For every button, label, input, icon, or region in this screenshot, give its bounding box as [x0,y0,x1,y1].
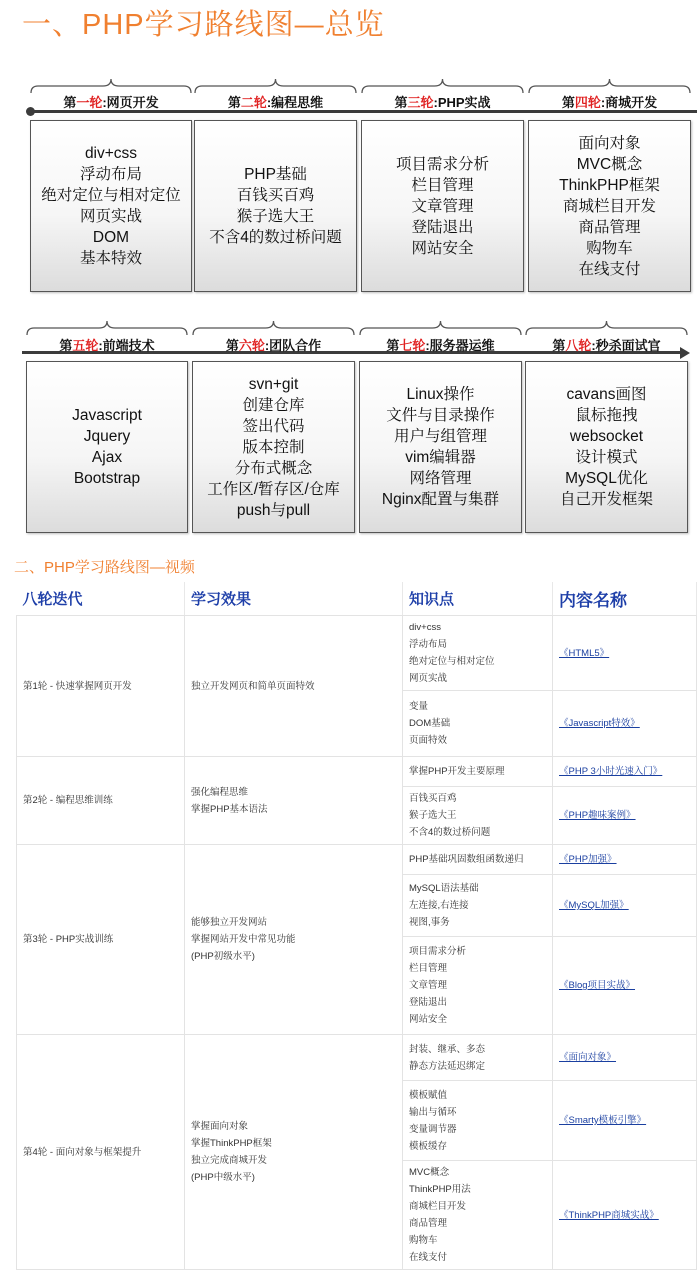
round-label-title: :前端技术 [98,338,155,353]
knowledge-point: PHP基础巩固数组函数递归 [409,854,524,865]
knowledge-point: 变量 [409,701,429,712]
round-card-item: 签出代码 [242,417,305,435]
learning-effect-cell [185,845,403,1035]
round-brace [359,320,522,336]
round-card [192,361,355,533]
content-link[interactable]: 《Blog项目实战》 [559,980,636,991]
round-label-number: 六轮 [238,338,265,353]
knowledge-point: div+css [409,622,441,633]
knowledge-points-cell [403,691,553,757]
knowledge-point: 栏目管理 [409,963,448,974]
round-card-item: 网页实战 [79,208,142,225]
round-card [528,120,691,292]
round-label-title: :编程思维 [266,95,324,110]
header-rounds: 八轮迭代 [17,582,185,616]
knowledge-points-cell [403,875,553,937]
round-card-item: 分布式概念 [234,459,313,477]
learning-effect-line: 掌握网站开发中常见功能 [191,934,296,945]
round-card-item: Nginx配置与集群 [381,491,500,508]
content-name-cell [553,875,697,937]
round-card-item: PHP基础 [244,166,307,183]
round-label-prefix: 第 [386,338,400,353]
learning-effect-line: 掌握ThinkPHP框架 [191,1138,272,1149]
knowledge-point: 视图,事务 [409,917,450,928]
table-row [17,757,697,787]
knowledge-point: ThinkPHP用法 [409,1184,471,1195]
knowledge-point: DOM基础 [409,718,451,729]
knowledge-point: MVC概念 [409,1167,450,1178]
round-label-number: 三轮 [407,95,434,110]
round-card-item: cavans画图 [566,386,647,403]
knowledge-points-cell [403,616,553,691]
knowledge-point: 静态方法延迟绑定 [409,1060,486,1072]
knowledge-points-cell [403,757,553,787]
round-card-item: ThinkPHP框架 [559,176,660,194]
knowledge-point: 封装、继承、多态 [409,1043,486,1055]
header-content-name: 内容名称 [553,582,697,616]
knowledge-point: 左连接,右连接 [409,900,469,911]
round-card-item: 文件与目录操作 [386,407,495,424]
round-card-item: 登陆退出 [411,218,474,236]
knowledge-point: 项目需求分析 [409,946,467,957]
round-label-title: :秒杀面试官 [591,338,661,353]
round-card-item: 浮动布局 [79,166,142,183]
learning-effect-line: 能够独立开发网站 [191,917,268,928]
round-card-item: 不含4的数过桥问题 [209,229,342,246]
round-label-title: :网页开发 [102,95,159,110]
round-card-item: 面向对象 [578,134,641,152]
round-label-number: 二轮 [240,95,267,110]
knowledge-point: 模板缓存 [409,1140,448,1152]
knowledge-point: 模板赋值 [409,1089,448,1101]
round-label-prefix: 第 [552,338,566,353]
round-label [194,92,357,111]
content-name-cell [553,1081,697,1161]
content-link[interactable]: 《面向对象》 [559,1052,617,1063]
knowledge-point: 商城栏目开发 [409,1201,467,1212]
content-name-cell [553,1035,697,1081]
round-card [361,120,524,292]
round-label-title: :团队合作 [264,338,322,353]
round-label-title: :商城开发 [600,95,658,110]
round-card-item: 在线支付 [578,260,641,278]
content-link[interactable]: 《PHP 3小时光速入门》 [559,766,663,777]
round-label [192,335,355,354]
round-card-item: 版本控制 [242,438,305,456]
round-label [361,92,524,111]
knowledge-points-cell [403,1081,553,1161]
content-name-cell [553,1161,697,1270]
knowledge-points-cell [403,787,553,845]
round-card [359,361,522,533]
knowledge-point: 不含4的数过桥问题 [409,827,491,838]
knowledge-point: 百钱买百鸡 [409,793,457,804]
round-card-item: 购物车 [586,239,633,257]
round-card [30,120,192,292]
round-name-cell: 第4轮 - 面向对象与框架提升 [17,1035,185,1270]
header-knowledge: 知识点 [403,582,553,616]
content-name-cell [553,845,697,875]
round-card [26,361,188,533]
round-label-number: 五轮 [72,338,99,353]
page-title: 一、PHP学习路线图—总览 [22,9,385,41]
round-card-item: 自己开发框架 [559,491,653,508]
round-card-item: vim编辑器 [405,449,476,466]
round-label [525,335,688,354]
round-card-item: 创建仓库 [242,396,305,414]
content-link[interactable]: 《PHP趣味案例》 [559,810,636,821]
round-label-title: :PHP实战 [433,95,491,110]
content-name-cell [553,937,697,1035]
round-label-prefix: 第 [63,95,77,110]
round-card-item: Javascript [72,407,142,424]
table-row [17,845,697,875]
knowledge-point: 商品管理 [409,1218,448,1229]
round-label [26,335,188,354]
knowledge-point: 文章管理 [409,980,448,991]
round-card-item: 商城栏目开发 [562,197,656,215]
learning-effect-cell [185,1035,403,1270]
round-card-item: 基本特效 [79,250,142,267]
round-label-number: 一轮 [76,95,103,110]
header-effect: 学习效果 [185,582,403,616]
knowledge-point: 绝对定位与相对定位 [409,656,495,667]
content-name-cell [553,787,697,845]
round-card-item: 鼠标拖拽 [575,407,638,424]
learning-effect-line: 独立开发网页和简单页面特效 [191,680,315,692]
video-table [16,582,697,1270]
round-label-number: 四轮 [574,95,601,110]
round-card-item: 猴子选大王 [236,208,315,225]
round-label-prefix: 第 [561,95,575,110]
content-name-cell [553,691,697,757]
knowledge-points-cell [403,1035,553,1081]
learning-effect-line: 掌握面向对象 [191,1121,249,1132]
round-card-item: websocket [569,428,644,445]
knowledge-point: 网页实战 [409,673,448,684]
round-card-item: 项目需求分析 [395,155,489,173]
round-card [525,361,688,533]
round-label-number: 七轮 [399,338,426,353]
knowledge-point: MySQL语法基础 [409,883,479,894]
learning-effect-cell [185,757,403,845]
round-label-number: 八轮 [565,338,592,353]
round-card-item: 设计模式 [575,449,638,466]
knowledge-point: 购物车 [409,1235,438,1246]
knowledge-point: 浮动布局 [409,639,448,650]
content-link[interactable]: 《PHP加强》 [559,854,617,865]
content-link[interactable]: 《ThinkPHP商城实战》 [559,1209,659,1221]
round-card-item: MySQL优化 [565,470,648,487]
round-card-item: 工作区/暂存区/仓库 [207,480,340,498]
table-header-row [17,582,697,616]
round-card-item: Ajax [91,449,123,466]
round-card-item: 百钱买百鸡 [236,187,315,204]
round-card-item: 网络管理 [409,470,472,487]
round-card-item: 商品管理 [578,218,641,236]
knowledge-point: 在线支付 [409,1252,448,1263]
section-title-video: 二、PHP学习路线图—视频 [14,559,195,576]
round-label-prefix: 第 [394,95,408,110]
round-card-item: Bootstrap [73,470,141,487]
learning-effect-line: (PHP初级水平) [191,951,255,962]
learning-effect-line: 独立完成商城开发 [191,1155,268,1166]
knowledge-point: 变量调节器 [409,1123,457,1135]
knowledge-point: 猴子选大王 [409,810,457,821]
knowledge-point: 网站安全 [409,1014,448,1025]
round-card-item: 用户与组管理 [393,428,487,445]
round-card-item: 栏目管理 [411,176,474,194]
round-label-prefix: 第 [227,95,241,110]
round-card-item: Linux操作 [406,386,475,403]
learning-effect-line: 掌握PHP基本语法 [191,803,268,815]
round-label-prefix: 第 [59,338,73,353]
content-link[interactable]: 《Javascript特效》 [559,718,640,729]
content-link[interactable]: 《Smarty模板引擎》 [559,1115,647,1126]
round-card-item: 绝对定位与相对定位 [41,187,181,204]
round-name-cell: 第1轮 - 快速掌握网页开发 [17,616,185,757]
round-label [528,92,691,111]
round-name-cell: 第3轮 - PHP实战训练 [17,845,185,1035]
round-label [30,92,192,111]
round-label [359,335,522,354]
table-row [17,1035,697,1081]
content-name-cell [553,616,697,691]
learning-effect-line: (PHP中级水平) [191,1172,255,1183]
knowledge-point: 页面特效 [409,735,448,746]
round-card-item: svn+git [248,375,299,393]
round-card [194,120,357,292]
learning-effect-line: 强化编程思维 [191,786,249,798]
round-brace [26,320,188,336]
round-brace [525,320,688,336]
content-name-cell [553,757,697,787]
round-label-title: :服务器运维 [425,338,495,353]
round-card-item: 网站安全 [411,239,474,257]
round-card-item: div+css [84,145,138,162]
content-link[interactable]: 《MySQL加强》 [559,900,629,911]
round-card-item: push与pull [236,501,311,519]
round-name-cell: 第2轮 - 编程思维训练 [17,757,185,845]
content-link[interactable]: 《HTML5》 [559,647,610,659]
round-label-prefix: 第 [225,338,239,353]
knowledge-points-cell [403,1161,553,1270]
knowledge-point: 输出与循环 [409,1106,457,1118]
round-card-item: MVC概念 [576,155,643,173]
round-brace [192,320,355,336]
learning-effect-cell [185,616,403,757]
knowledge-point: 掌握PHP开发主要原理 [409,766,505,777]
table-row [17,616,697,691]
knowledge-points-cell [403,937,553,1035]
round-card-item: 文章管理 [411,197,474,215]
round-card-item: DOM [92,229,130,246]
knowledge-point: 登陆退出 [409,997,448,1008]
round-card-item: Jquery [83,428,131,445]
knowledge-points-cell [403,845,553,875]
